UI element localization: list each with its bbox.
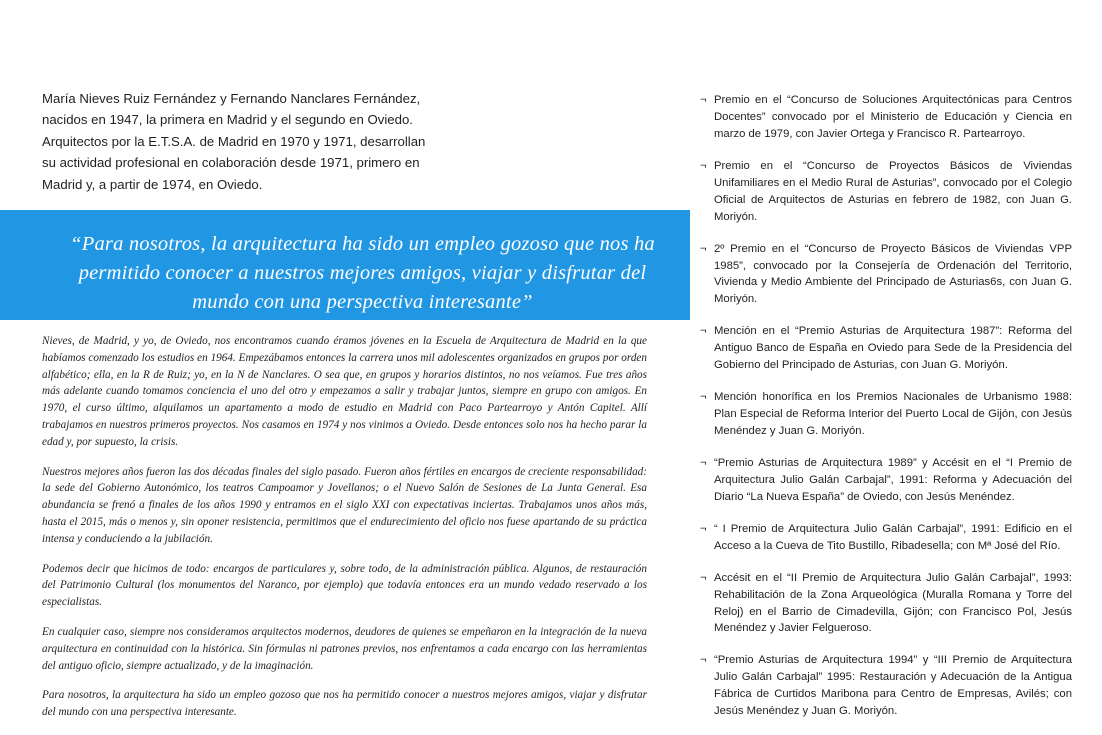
bullet-marker-icon: ¬: [700, 391, 707, 404]
award-text: “Premio Asturias de Arquitectura 1989” y Accésit en el “I Premio de Arquitectura Julio Galán Carbajal”, 1991: Reforma y Adecuación del Diario “La Nueva España” de Oviedo, con Jesús Menéndez.: [714, 456, 1072, 503]
awards-column: [700, 92, 1072, 735]
body-paragraph: Nieves, de Madrid, y yo, de Oviedo, nos encontramos cuando éramos jóvenes en la Escuela de Arquitectura de Madrid en la que habíamos comenzado los estudios en 1964. Empezábamos entonces la carrera unos mil adolescentes organizados en grupos por orden alfabético; ella, en la R de Ruiz; yo, en la N de Nanclares. O sea que, en grupos y horarios distintos, no nos veíamos. Fue tres años más adelante cuando tomamos conciencia el uno del otro y empezamos a salir y trabajar juntos, siempre en grupo con amigos. En 1970, el curso último, alquilamos un apartamento a modo de estudio en Madrid con Paco Partearroyo y Antón Capitel. Allí trabajamos en nuestros primeros proyectos. Nos casamos en 1974 y nos vinimos a Oviedo. Desde entonces solo nos ha hecho parar la edad y, por supuesto, la crisis.: [42, 335, 647, 448]
body-paragraph: Podemos decir que hicimos de todo: encargos de particulares y, sobre todo, de la administración pública. Algunos, de restauración del Patrimonio Cultural (los monumentos del Naranco, por ejemplo) que todavía entonces era un mundo vedado reservado a los especialistas.: [42, 562, 647, 609]
body-paragraph: Para nosotros, la arquitectura ha sido un empleo gozoso que nos ha permitido conocer a nuestros mejores amigos, viajar y disfrutar del mundo con una perspectiva interesante.: [42, 689, 647, 719]
pull-quote: “Para nosotros, la arquitectura ha sido un empleo gozoso que nos ha permitido conocer a nuestros mejores amigos, viajar y disfrutar del mundo con una perspectiva interesante”: [70, 233, 655, 314]
bullet-marker-icon: ¬: [700, 159, 707, 172]
bullet-marker-icon: ¬: [700, 242, 707, 255]
body-text: [42, 333, 647, 734]
bullet-marker-icon: ¬: [700, 325, 707, 338]
award-text: Premio en el “Concurso de Proyectos Básicos de Viviendas Unifamiliares en el Medio Rural de Asturias”, convocado por el Colegio Oficial de Arquitectos de Asturias en febrero de 1982, con Juan G. Moriyón.: [714, 159, 1072, 223]
award-item: [700, 241, 1072, 309]
bullet-marker-icon: ¬: [700, 654, 707, 667]
award-item: [700, 323, 1072, 374]
bullet-marker-icon: ¬: [700, 571, 707, 584]
award-item: [700, 570, 1072, 638]
award-text: Accésit en el “II Premio de Arquitectura Julio Galán Carbajal”, 1993: Rehabilitación de la Zona Arqueológica (Muralla Romana y Torre del Reloj) en el Barrio de Cimadevilla, Gijón; con Francisco Pol, Jesús Menéndez y Javier Felgueroso.: [714, 571, 1072, 635]
award-item: [700, 389, 1072, 440]
award-text: “Premio Asturias de Arquitectura 1994” y “III Premio de Arquitectura Julio Galán Carbajal” 1995: Restauración y Adecuación de la Antigua Fábrica de Curtidos Maribona para Centro de Empresas, Avilés; con Jesús Menéndez y Juan G. Moriyón.: [714, 654, 1072, 718]
award-item: [700, 652, 1072, 720]
bullet-marker-icon: ¬: [700, 456, 707, 469]
award-item: [700, 158, 1072, 226]
award-item: [700, 455, 1072, 506]
award-item: [700, 521, 1072, 555]
award-text: Mención en el “Premio Asturias de Arquitectura 1987”: Reforma del Antiguo Banco de España en Oviedo para Sede de la Presidencia del Gobierno del Principado de Asturias, con Juan G. Moriyón.: [714, 325, 1072, 372]
bullet-marker-icon: ¬: [700, 522, 707, 535]
body-paragraph: Nuestros mejores años fueron las dos décadas finales del siglo pasado. Fueron años fértiles en encargos de creciente responsabilidad: la sede del Gobierno Autonómico, los teatros Campoamor y Jovellanos; o el Nuevo Salón de Sesiones de La Junta General. Esa abundancia se frenó a finales de los años 1990 y entramos en el siglo XXI con expectativas inciertas. Trabajamos unos años más, hasta el 2015, más o menos y, sin oponer resistencia, permitimos que el endurecimiento del oficio nos fuese apartando de su práctica intensa y conduciendo a la jubilación.: [42, 465, 647, 545]
award-item: [700, 92, 1072, 143]
body-paragraph: En cualquier caso, siempre nos consideramos arquitectos modernos, deudores de quienes se empeñaron en la integración de la nueva arquitectura en continuidad con la histórica. Sin fórmulas ni patrones previos, nos enfrentamos a cada encargo con las herramientas del antiguo oficio, siempre actualizado, y de la imaginación.: [42, 625, 647, 672]
award-text: Mención honorífica en los Premios Nacionales de Urbanismo 1988: Plan Especial de Reforma Interior del Puerto Local de Gijón, con Jesús Menéndez y Juan G. Moriyón.: [714, 391, 1072, 437]
award-text: Premio en el “Concurso de Soluciones Arquitectónicas para Centros Docentes” convocado por el Ministerio de Educación y Ciencia en marzo de 1979, con Javier Ortega y Francisco R. Partearroyo.: [714, 94, 1072, 140]
award-text: “ I Premio de Arquitectura Julio Galán Carbajal”, 1991: Edificio en el Acceso a la Cueva de Tito Bustillo, Ribadesella; con Mª José del Río.: [714, 522, 1072, 552]
biography-intro: María Nieves Ruiz Fernández y Fernando Nanclares Fernández, nacidos en 1947, la primera en Madrid y el segundo en Oviedo. Arquitectos por la E.T.S.A. de Madrid en 1970 y 1971, desarrollan su actividad profesional en colaboración desde 1971, primero en Madrid y, a partir de 1974, en Oviedo.: [42, 91, 426, 192]
quote-banner: [0, 210, 690, 320]
award-text: 2º Premio en el “Concurso de Proyecto Básicos de Viviendas VPP 1985”, convocado por la Consejería de Ordenación del Territorio, Vivienda y Medio Ambiente del Principado de Asturias6s, con Juan G. Moriyón.: [714, 242, 1072, 306]
bullet-marker-icon: ¬: [700, 94, 707, 106]
